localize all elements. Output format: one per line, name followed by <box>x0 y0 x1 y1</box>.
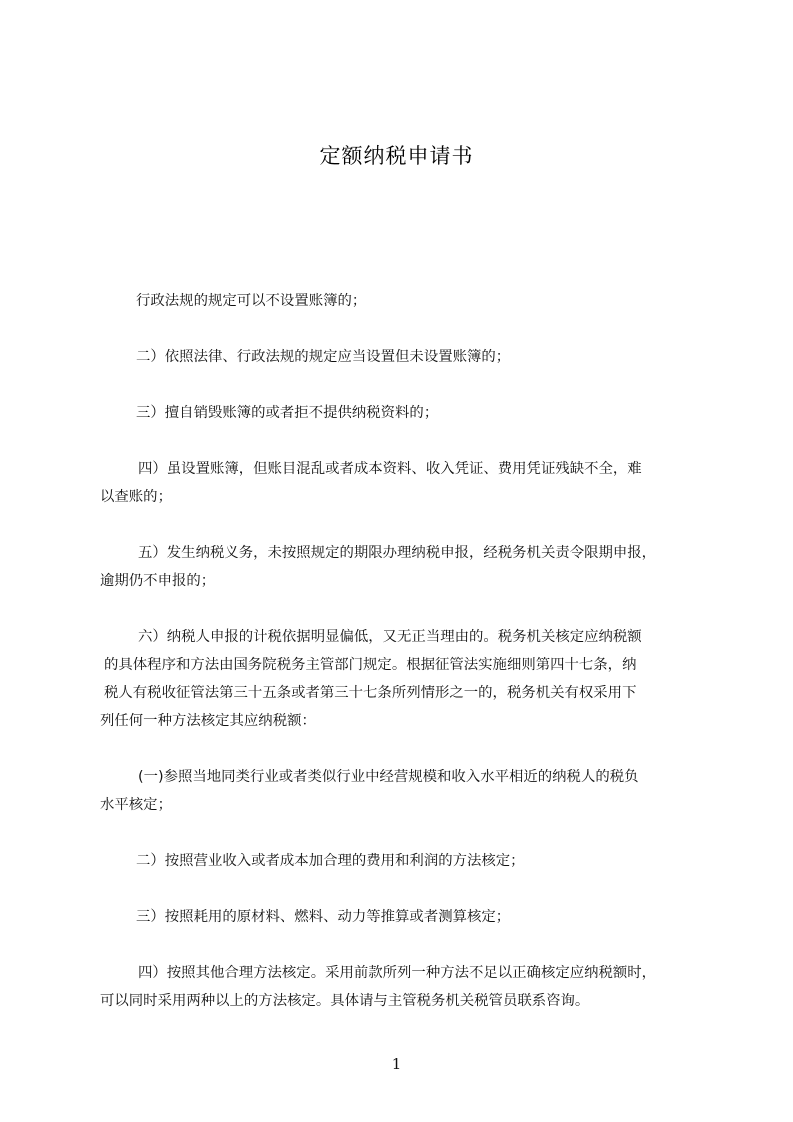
paragraph-8-line-1: 二）按照营业收入或者成本加合理的费用和利润的方法核定； <box>136 853 525 869</box>
paragraph-10-line-1: 四）按照其他合理方法核定。采用前款所列一种方法不足以正确核定应纳税额时， <box>138 965 657 981</box>
paragraph-6-line-3: 税人有税收征管法第三十五条或者第三十七条所列情形之一的，税务机关有权采用下 <box>104 685 637 701</box>
page-number: 1 <box>391 1055 402 1073</box>
paragraph-1 <box>100 287 702 315</box>
paragraph-6-line-1: 六）纳税人申报的计税依据明显偏低，又无正当理由的。税务机关核定应纳税额 <box>138 629 642 645</box>
document-body <box>100 287 702 1043</box>
paragraph-4-line-2: 以查账的； <box>100 489 172 505</box>
paragraph-5 <box>100 539 702 595</box>
paragraph-3-line-1: 三）擅自销毁账簿的或者拒不提供纳税资料的； <box>136 405 439 421</box>
paragraph-10-line-2: 可以同时采用两种以上的方法核定。具体请与主管税务机关税管员联系咨询。 <box>100 993 590 1009</box>
paragraph-9-line-1: 三）按照耗用的原材料、燃料、动力等推算或者测算核定； <box>136 909 511 925</box>
paragraph-5-line-1: 五）发生纳税义务，未按照规定的期限办理纳税申报，经税务机关责令限期申报， <box>138 545 657 561</box>
paragraph-3 <box>100 399 702 427</box>
paragraph-4-line-1: 四）虽设置账簿，但账目混乱或者成本资料、收入凭证、费用凭证残缺不全，难 <box>138 461 642 477</box>
paragraph-7-line-1: (一)参照当地同类行业或者类似行业中经营规模和收入水平相近的纳税人的税负 <box>138 769 639 785</box>
paragraph-6 <box>100 623 702 735</box>
paragraph-2 <box>100 343 702 371</box>
paragraph-10 <box>100 959 702 1015</box>
paragraph-6-line-4: 列任何一种方法核定其应纳税额： <box>100 713 316 729</box>
paragraph-7-line-2: 水平核定； <box>100 797 172 813</box>
paragraph-2-line-1: 二）依照法律、行政法规的规定应当设置但未设置账簿的； <box>136 349 511 365</box>
document-title: 定额纳税申请书 <box>319 144 474 168</box>
paragraph-5-line-2: 逾期仍不申报的； <box>100 573 216 589</box>
paragraph-9 <box>100 903 702 931</box>
paragraph-1-line-1: 行政法规的规定可以不设置账簿的； <box>136 293 367 309</box>
paragraph-6-line-2: 的具体程序和方法由国务院税务主管部门规定。根据征管法实施细则第四十七条，纳 <box>104 657 637 673</box>
paragraph-7 <box>100 763 702 819</box>
paragraph-4 <box>100 455 702 511</box>
paragraph-8 <box>100 847 702 875</box>
